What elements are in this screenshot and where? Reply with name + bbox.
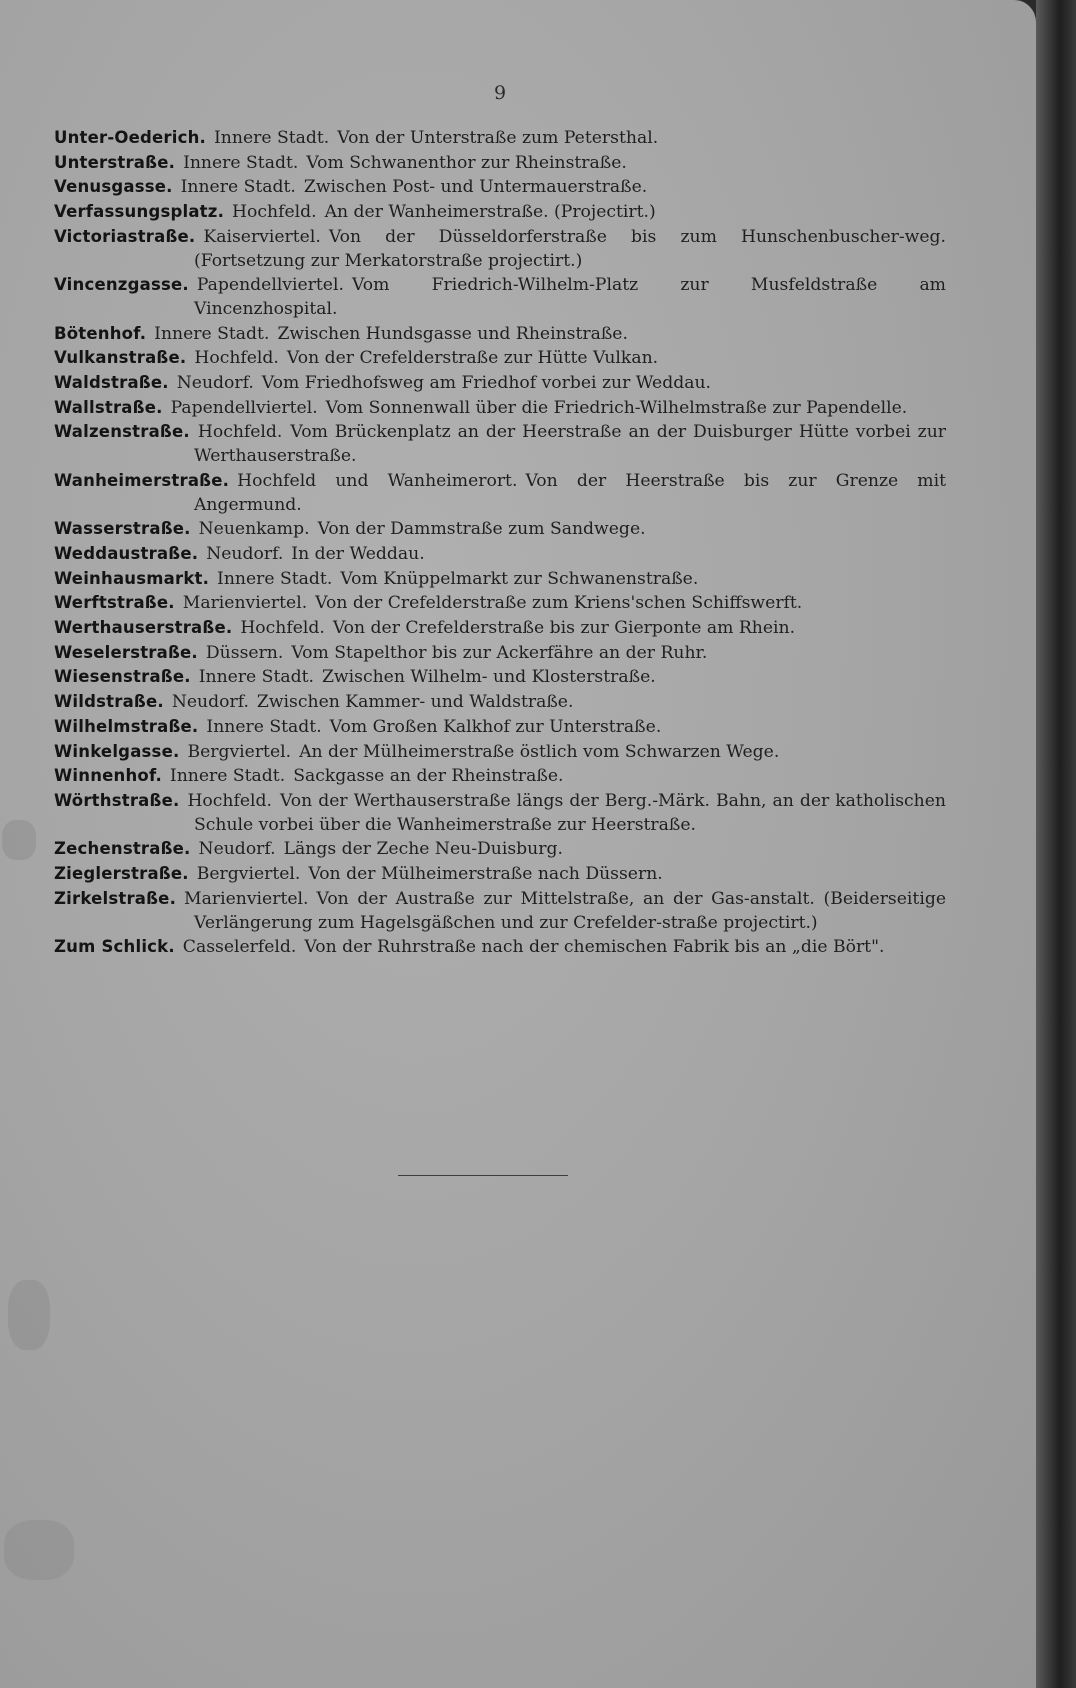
street-description: Von der Crefelderstraße zur Hütte Vulkan. (286, 348, 659, 369)
street-entry (54, 371, 946, 396)
street-description: Vom Schwanenthor zur Rheinstraße. (306, 152, 627, 173)
street-entry (54, 175, 946, 200)
street-district: Innere Stadt. (154, 323, 270, 344)
street-district: Marienviertel. (182, 593, 308, 614)
street-district: Bergviertel. (187, 741, 292, 762)
street-entry (54, 273, 946, 321)
street-district: Hochfeld. (194, 348, 279, 369)
paper-stain (8, 1280, 50, 1350)
street-description: Zwischen Post- und Untermauerstraße. (303, 177, 648, 198)
street-description: Sackgasse an der Rheinstraße. (293, 766, 564, 787)
street-name: Vulkanstraße. (54, 348, 187, 368)
street-district: Neudorf. (176, 373, 254, 394)
street-name: Werthauserstraße. (54, 618, 233, 638)
street-district: Hochfeld und Wanheimerort. (237, 470, 518, 491)
street-description: Von der Ruhrstraße nach der chemischen Fabrik bis an „die Bört". (304, 937, 885, 958)
street-entry (54, 690, 946, 715)
street-entry (54, 764, 946, 789)
street-description: In der Weddau. (291, 543, 425, 564)
street-entry (54, 126, 946, 151)
street-district: Neudorf. (198, 839, 276, 860)
street-name: Zechenstraße. (54, 839, 191, 859)
paper-stain (4, 1520, 74, 1580)
street-district: Innere Stadt. (180, 177, 296, 198)
street-description: Von der Austraße zur Mittelstraße, an der Gas-anstalt. (Beiderseitige Verlängerung zum Hagelsgäßchen und zur Crefelder-straße projectirt.) (194, 888, 946, 933)
street-name: Waldstraße. (54, 373, 169, 393)
street-entry (54, 887, 946, 935)
street-entry (54, 322, 946, 347)
page-number: 9 (493, 82, 507, 104)
street-entry (54, 665, 946, 690)
street-district: Innere Stadt. (169, 766, 286, 787)
street-entry (54, 396, 946, 421)
street-description: Vom Friedrich-Wilhelm-Platz zur Musfeldstraße am Vincenzhospital. (194, 275, 946, 319)
street-entry (54, 641, 946, 666)
street-district: Innere Stadt. (217, 568, 333, 589)
street-entry (54, 469, 946, 517)
street-name: Weinhausmarkt. (54, 568, 210, 588)
street-name: Winnenhof. (54, 766, 162, 786)
street-name: Unter-Oederich. (54, 128, 207, 147)
street-district: Innere Stadt. (183, 152, 299, 173)
street-entry (54, 200, 946, 225)
end-rule (398, 1175, 568, 1176)
street-district: Hochfeld. (240, 618, 325, 639)
street-description: Längs der Zeche Neu-Duisburg. (283, 839, 563, 860)
street-description: Von der Düsseldorferstraße bis zum Hunschenbuscher-weg. (Fortsetzung zur Merkatorstraße projectirt.) (194, 226, 946, 271)
street-district: Neudorf. (171, 692, 249, 713)
street-name: Verfassungsplatz. (54, 202, 225, 222)
street-name: Zieglerstraße. (54, 864, 189, 884)
street-district: Papendellviertel. (196, 275, 344, 296)
street-district: Innere Stadt. (198, 667, 314, 688)
street-description: Vom Sonnenwall über die Friedrich-Wilhelmstraße zur Papendelle. (325, 397, 908, 418)
street-entry (54, 740, 946, 765)
street-entry (54, 862, 946, 887)
street-entry (54, 517, 946, 542)
street-name: Wallstraße. (54, 397, 163, 417)
street-description: Von der Crefelderstraße bis zur Gierponte am Rhein. (332, 618, 796, 639)
street-description: Von der Mülheimerstraße nach Düssern. (308, 864, 663, 885)
street-entry (54, 346, 946, 371)
paper-stain (2, 820, 36, 860)
street-district: Hochfeld. (197, 422, 283, 443)
street-district: Hochfeld. (187, 790, 272, 811)
street-district: Kaiserviertel. (203, 226, 321, 247)
street-description: Vom Stapelthor bis zur Ackerfähre an der Ruhr. (291, 642, 708, 663)
street-name: Wilhelmstraße. (54, 716, 199, 736)
street-description: Vom Friedhofsweg am Friedhof vorbei zur Weddau. (261, 373, 711, 394)
street-name: Venusgasse. (54, 177, 173, 197)
street-description: Von der Unterstraße zum Petersthal. (337, 128, 659, 148)
street-entry (54, 567, 946, 592)
street-entry (54, 151, 946, 176)
street-name: Wasserstraße. (54, 519, 191, 539)
street-description: Von der Crefelderstraße zum Kriens'schen Schiffswerft. (315, 593, 803, 614)
street-description: An der Mülheimerstraße östlich vom Schwarzen Wege. (299, 741, 780, 762)
street-name: Wiesenstraße. (54, 667, 191, 687)
street-entry (54, 935, 946, 960)
street-description: Von der Dammstraße zum Sandwege. (317, 519, 646, 540)
street-name: Victoriastraße. (54, 226, 196, 246)
street-entry (54, 789, 946, 837)
street-district: Innere Stadt. (214, 128, 330, 148)
street-name: Walzenstraße. (54, 422, 190, 442)
street-name: Wörthstraße. (54, 790, 180, 810)
street-description: Vom Großen Kalkhof zur Unterstraße. (329, 716, 662, 737)
street-district: Hochfeld. (232, 202, 317, 223)
street-name: Zum Schlick. (54, 937, 175, 957)
street-name: Weselerstraße. (54, 642, 198, 662)
street-district: Bergviertel. (196, 864, 301, 885)
street-district: Papendellviertel. (170, 397, 318, 418)
street-entry (54, 837, 946, 862)
street-name: Wanheimerstraße. (54, 470, 230, 490)
street-entry (54, 542, 946, 567)
street-district: Neudorf. (206, 543, 284, 564)
street-name: Zirkelstraße. (54, 888, 177, 908)
street-description: An der Wanheimerstraße. (Projectirt.) (324, 202, 656, 223)
street-name: Winkelgasse. (54, 741, 180, 761)
book-binding-edge (1036, 0, 1076, 1688)
street-entry (54, 616, 946, 641)
street-district: Düssern. (205, 642, 284, 663)
street-entry (54, 420, 946, 468)
street-name: Wildstraße. (54, 692, 164, 712)
street-description: Vom Brückenplatz an der Heerstraße an der Duisburger Hütte vorbei zur Werthauserstraße. (194, 422, 946, 467)
street-name: Vincenzgasse. (54, 275, 189, 295)
street-entry (54, 591, 946, 616)
street-entry (54, 225, 946, 273)
street-district: Innere Stadt. (206, 716, 322, 737)
street-description: Zwischen Kammer- und Waldstraße. (256, 692, 574, 713)
street-description: Von der Werthauserstraße längs der Berg.-Märk. Bahn, an der katholischen Schule vorbei über die Wanheimerstraße zur Heerstraße. (194, 790, 946, 835)
street-district: Casselerfeld. (182, 937, 297, 958)
street-district: Marienviertel. (184, 888, 309, 909)
street-entry (54, 715, 946, 740)
street-description: Vom Knüppelmarkt zur Schwanenstraße. (340, 568, 699, 589)
street-name: Werftstraße. (54, 593, 175, 613)
street-directory-list (54, 126, 946, 960)
street-description: Zwischen Hundsgasse und Rheinstraße. (277, 323, 628, 344)
street-description: Von der Heerstraße bis zur Grenze mit Angermund. (194, 470, 946, 515)
street-description: Zwischen Wilhelm- und Klosterstraße. (321, 667, 656, 688)
street-name: Bötenhof. (54, 323, 147, 343)
street-district: Neuenkamp. (198, 519, 310, 540)
street-name: Unterstraße. (54, 152, 176, 172)
street-name: Weddaustraße. (54, 543, 199, 563)
